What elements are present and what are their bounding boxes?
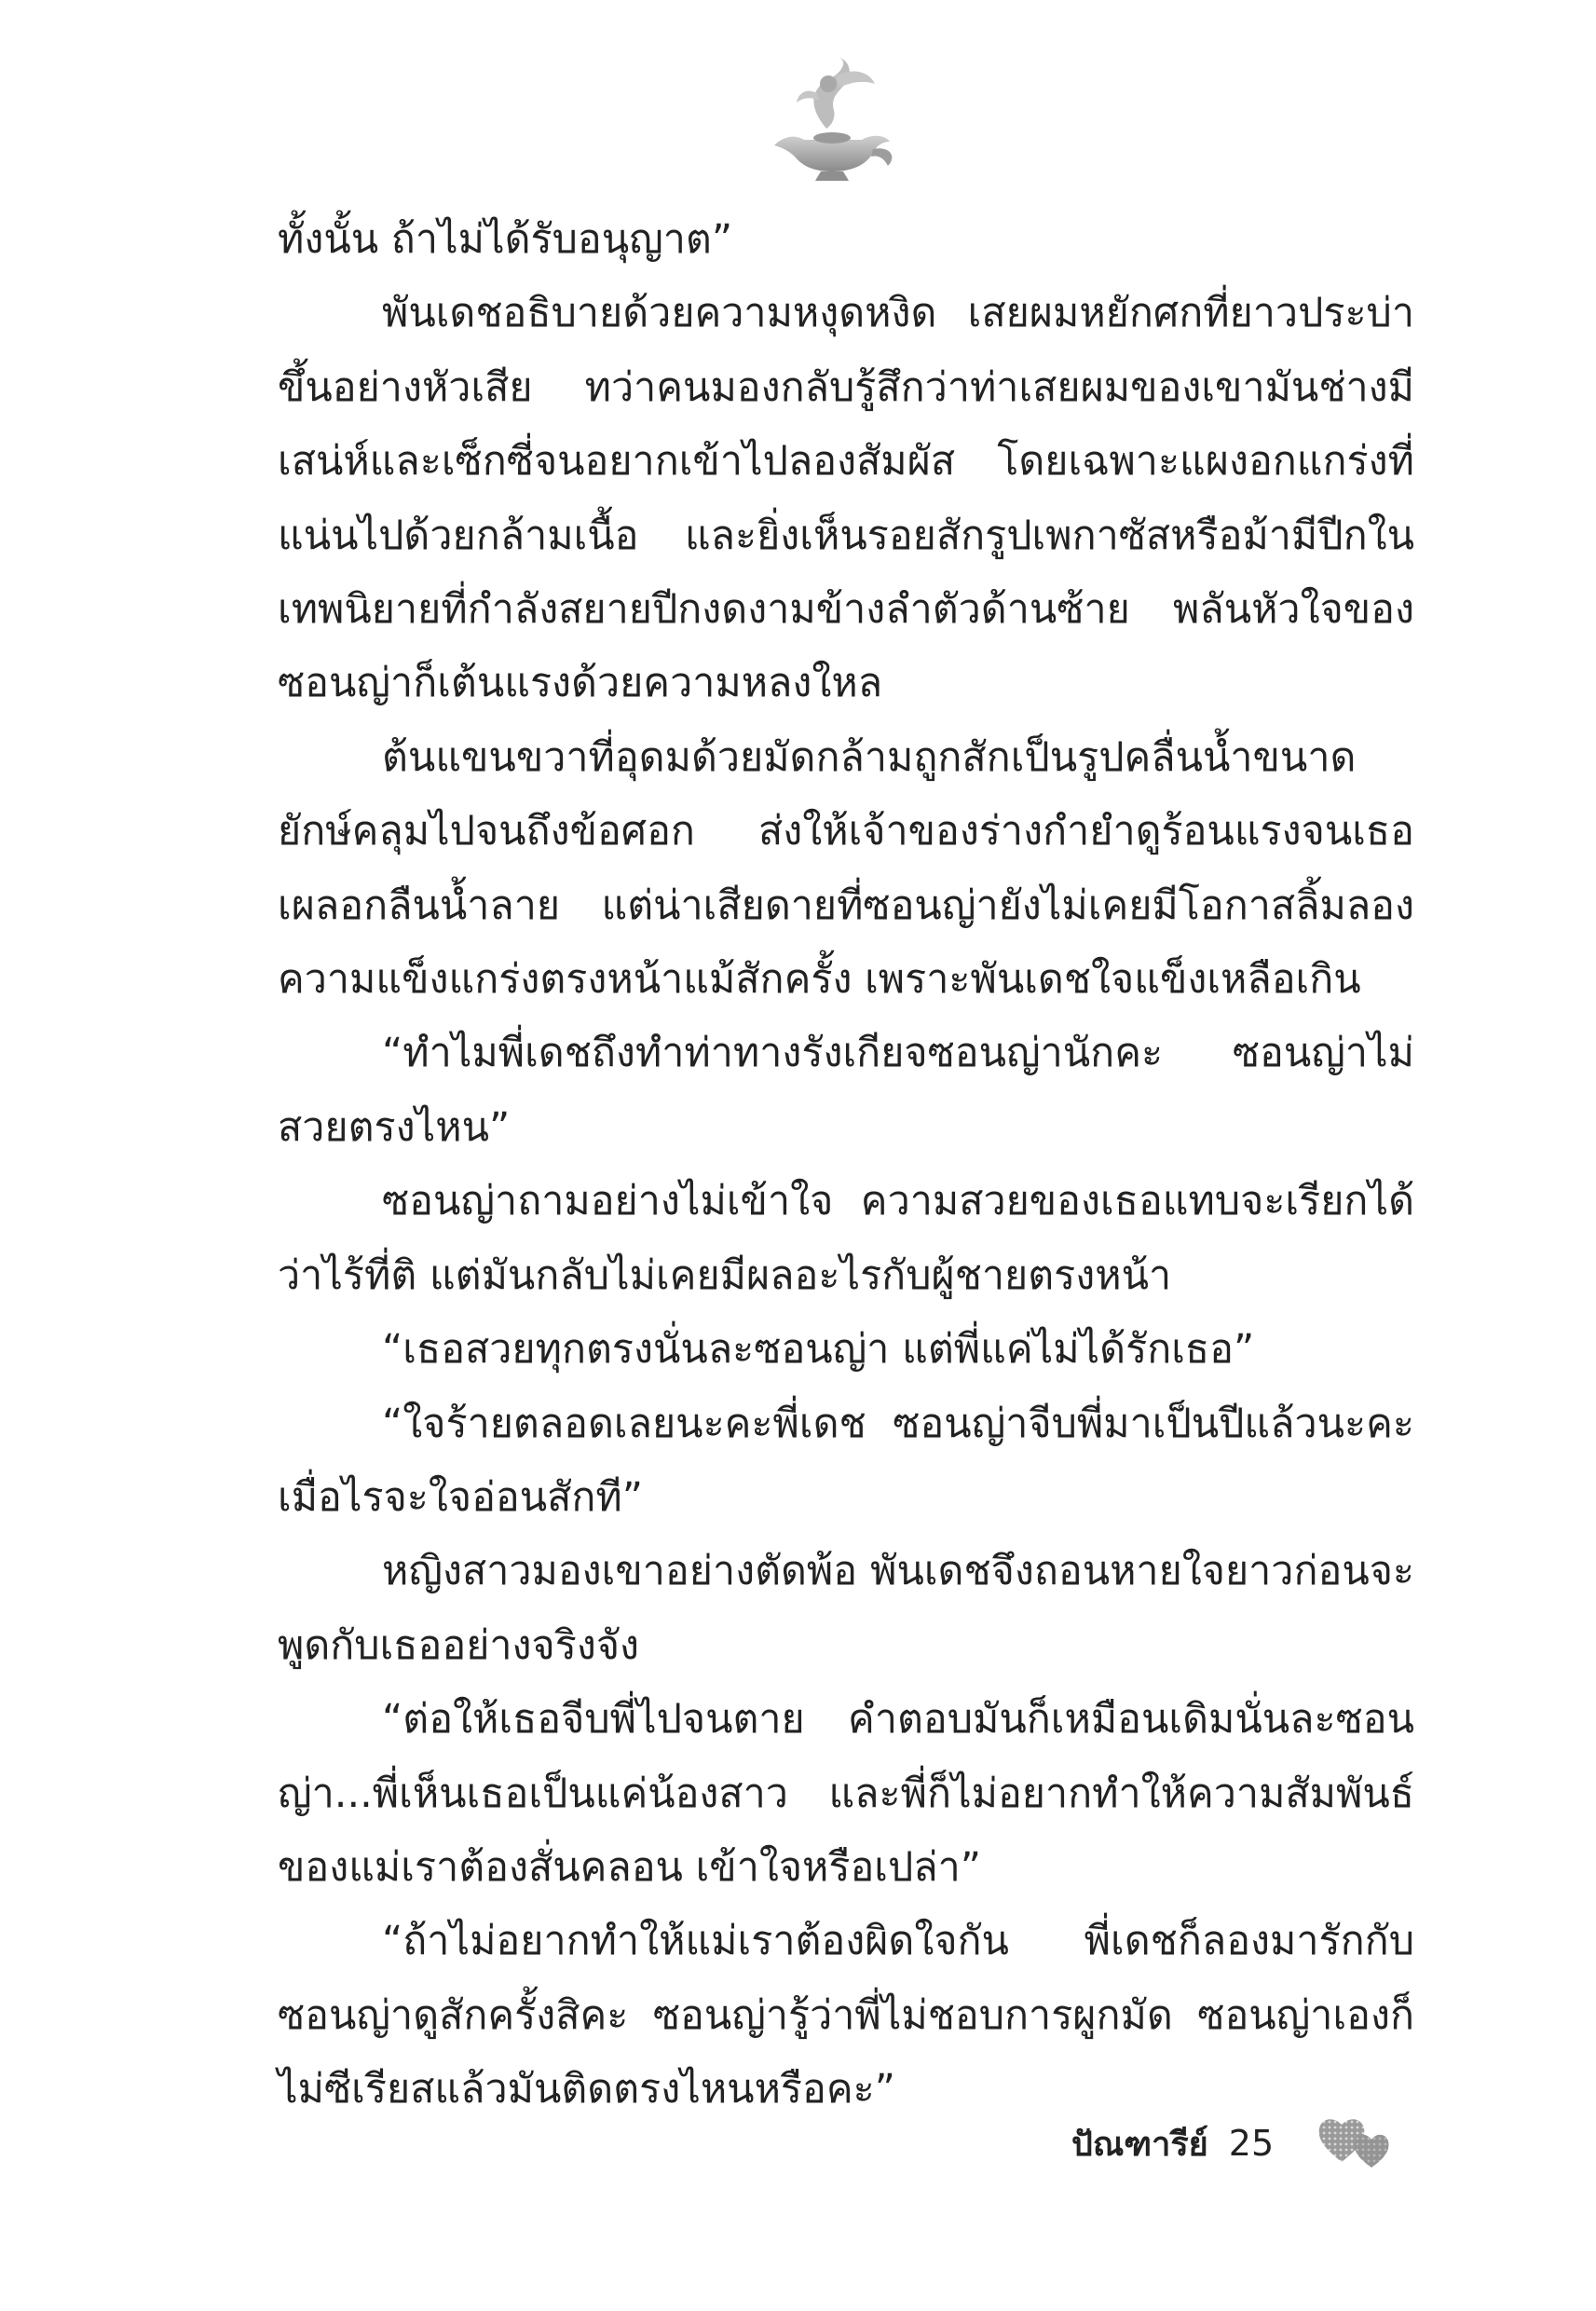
paragraph: “เธอสวยทุกตรงนั่นละซอนญ่า แต่พี่แค่ไม่ได้รักเธอ” [382,1326,1255,1374]
book-title: ปัณฑารีย์ [1071,2125,1208,2164]
paragraph: “ใจร้ายตลอดเลยนะคะพี่เดช ซอนญ่าจีบพี่มาเป็นปีแล้วนะคะเมื่อไรจะใจอ่อนสักที” [278,1400,1414,1521]
page-footer [1071,2115,1274,2171]
paragraph: ซอนญ่าถามอย่างไม่เข้าใจ ความสวยของเธอแทบจะเรียกได้ว่าไร้ที่ติ แต่มันกลับไม่เคยมีผลอะไรกับผู้ชายตรงหน้า [278,1178,1414,1299]
genie-lamp-icon [761,56,901,186]
page-number: 25 [1228,2123,1275,2164]
paragraph: ทั้งนั้น ถ้าไม่ได้รับอนุญาต” [278,216,733,263]
paragraph: “ต่อให้เธอจีบพี่ไปจนตาย คำตอบมันก็เหมือนเดิมนั่นละซอนญ่า...พี่เห็นเธอเป็นแค่น้องสาว และพี่ก็ไม่อยากทำให้ความสัมพันธ์ของแม่เราต้องสั่นคลอน เข้าใจหรือเปล่า” [278,1696,1414,1891]
hearts-icon [1316,2108,1399,2173]
paragraph: พันเดชอธิบายด้วยความหงุดหงิด เสยผมหยักศกที่ยาวประบ่าขึ้นอย่างหัวเสีย ทว่าคนมองกลับรู้สึกว่าท่าเสยผมของเขามันช่างมีเสน่ห์และเซ็กซี่จนอยากเข้าไปลองสัมผัส โดยเฉพาะแผงอกแกร่งที่แน่นไปด้วยกล้ามเนื้อ และยิ่งเห็นรอยสักรูปเพกาซัสหรือม้ามีปีกในเทพนิยายที่กำลังสยายปีกงดงามข้างลำตัวด้านซ้าย พลันหัวใจของซอนญ่าก็เต้นแรงด้วยความหลงใหล [278,290,1414,707]
paragraph: “ทำไมพี่เดชถึงทำท่าทางรังเกียจซอนญ่านักคะ ซอนญ่าไม่สวยตรงไหน” [278,1030,1414,1151]
paragraph: หญิงสาวมองเขาอย่างตัดพ้อ พันเดชจึงถอนหายใจยาวก่อนจะพูดกับเธออย่างจริงจัง [278,1548,1414,1669]
body-text [278,203,1414,2127]
paragraph: ต้นแขนขวาที่อุดมด้วยมัดกล้ามถูกสักเป็นรูปคลื่นน้ำขนาดยักษ์คลุมไปจนถึงข้อศอก ส่งให้เจ้าของร่างกำยำดูร้อนแรงจนเธอเผลอกลืนน้ำลาย แต่น่าเสียดายที่ซอนญ่ายังไม่เคยมีโอกาสลิ้มลองความแข็งแกร่งตรงหน้าแม้สักครั้ง เพราะพันเดชใจแข็งเหลือเกิน [278,733,1414,1004]
paragraph: “ถ้าไม่อยากทำให้แม่เราต้องผิดใจกัน พี่เดชก็ลองมารักกับซอนญ่าดูสักครั้งสิคะ ซอนญ่ารู้ว่าพี่ไม่ชอบการผูกมัด ซอนญ่าเองก็ไม่ซีเรียสแล้วมันติดตรงไหนหรือคะ” [278,1918,1414,2113]
